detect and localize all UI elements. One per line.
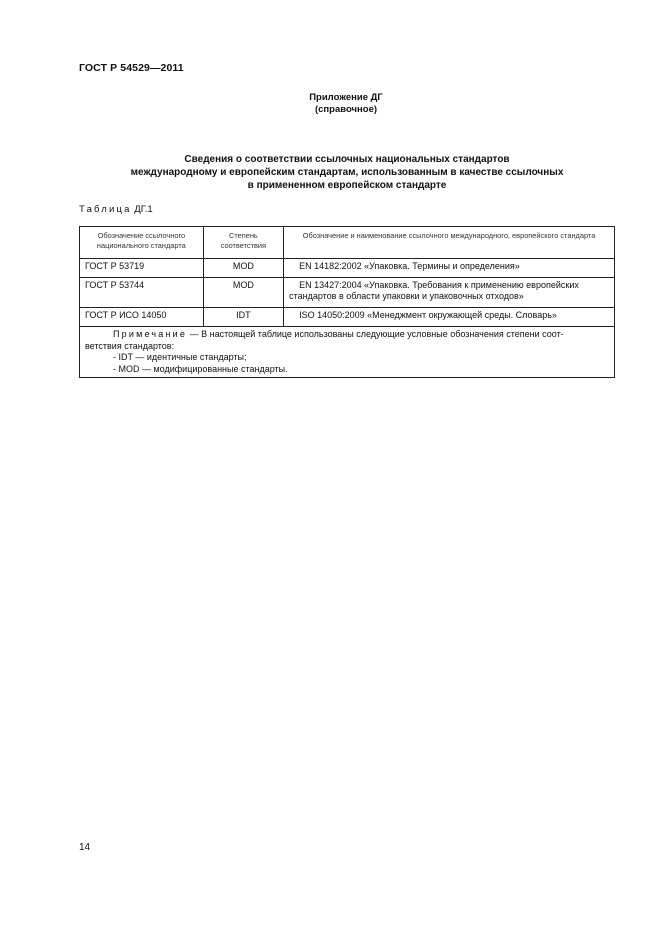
cell-description-line: ISO 14050:2009 «Менеджмент окружающей среды. Словарь» [299, 310, 557, 320]
cell-description-line: EN 14182:2002 «Упаковка. Термины и определения» [299, 261, 520, 271]
cell-description [284, 308, 615, 327]
header-international-standard: Обозначение и наименование ссылочного международного, европейского стандарта [284, 227, 615, 259]
standards-table [79, 226, 615, 378]
appendix-subtitle: (справочное) [314, 104, 378, 115]
section-title-line: международному и европейским стандартам, использованным в качестве ссылочных [130, 167, 564, 178]
note-item: - MOD — модифицированные стандарты. [113, 363, 288, 374]
table-row [80, 278, 615, 308]
note-word: Примечание [113, 329, 188, 339]
table-header-row [80, 227, 615, 259]
document-header [79, 62, 184, 74]
cell-description [284, 259, 615, 278]
cell-code: ГОСТ Р 53719 [80, 259, 204, 278]
cell-description [284, 278, 615, 308]
appendix-heading [0, 92, 661, 116]
table-row [80, 308, 615, 327]
cell-degree: MOD [203, 278, 283, 308]
cell-code: ГОСТ Р 53744 [80, 278, 204, 308]
cell-degree: MOD [203, 259, 283, 278]
note-item: - IDT — идентичные стандарты; [113, 352, 247, 362]
table-caption-word: Таблица [79, 204, 132, 215]
note-text: — В настоящей таблице использованы следующие условные обозначения степени соот- [187, 329, 564, 339]
cell-code: ГОСТ Р ИСО 14050 [80, 308, 204, 327]
cell-description-line: EN 13427:2004 «Упаковка. Требования к применению европейских [299, 280, 579, 290]
header-degree: Степень соответствия [203, 227, 283, 259]
section-title-line: Сведения о соответствии ссылочных национальных стандартов [184, 154, 510, 165]
header-national-standard: Обозначение ссылочного национального стандарта [80, 227, 204, 259]
page-number: 14 [79, 842, 91, 853]
standard-id: ГОСТ Р 54529—2011 [79, 62, 184, 74]
table-caption-id: ДГ.1 [134, 204, 153, 215]
appendix-title: Приложение ДГ [309, 92, 383, 103]
section-title-line: в примененном европейском стандарте [247, 180, 447, 191]
note-line [85, 329, 609, 341]
section-title [79, 153, 615, 192]
table-note [80, 327, 615, 378]
table-caption [79, 204, 153, 215]
note-line: ветствия стандартов: [85, 340, 175, 351]
cell-description-line: стандартов в области упаковки и упаковочных отходов» [289, 291, 524, 301]
table-note-row [80, 327, 615, 378]
table-row [80, 259, 615, 278]
cell-degree: IDT [203, 308, 283, 327]
